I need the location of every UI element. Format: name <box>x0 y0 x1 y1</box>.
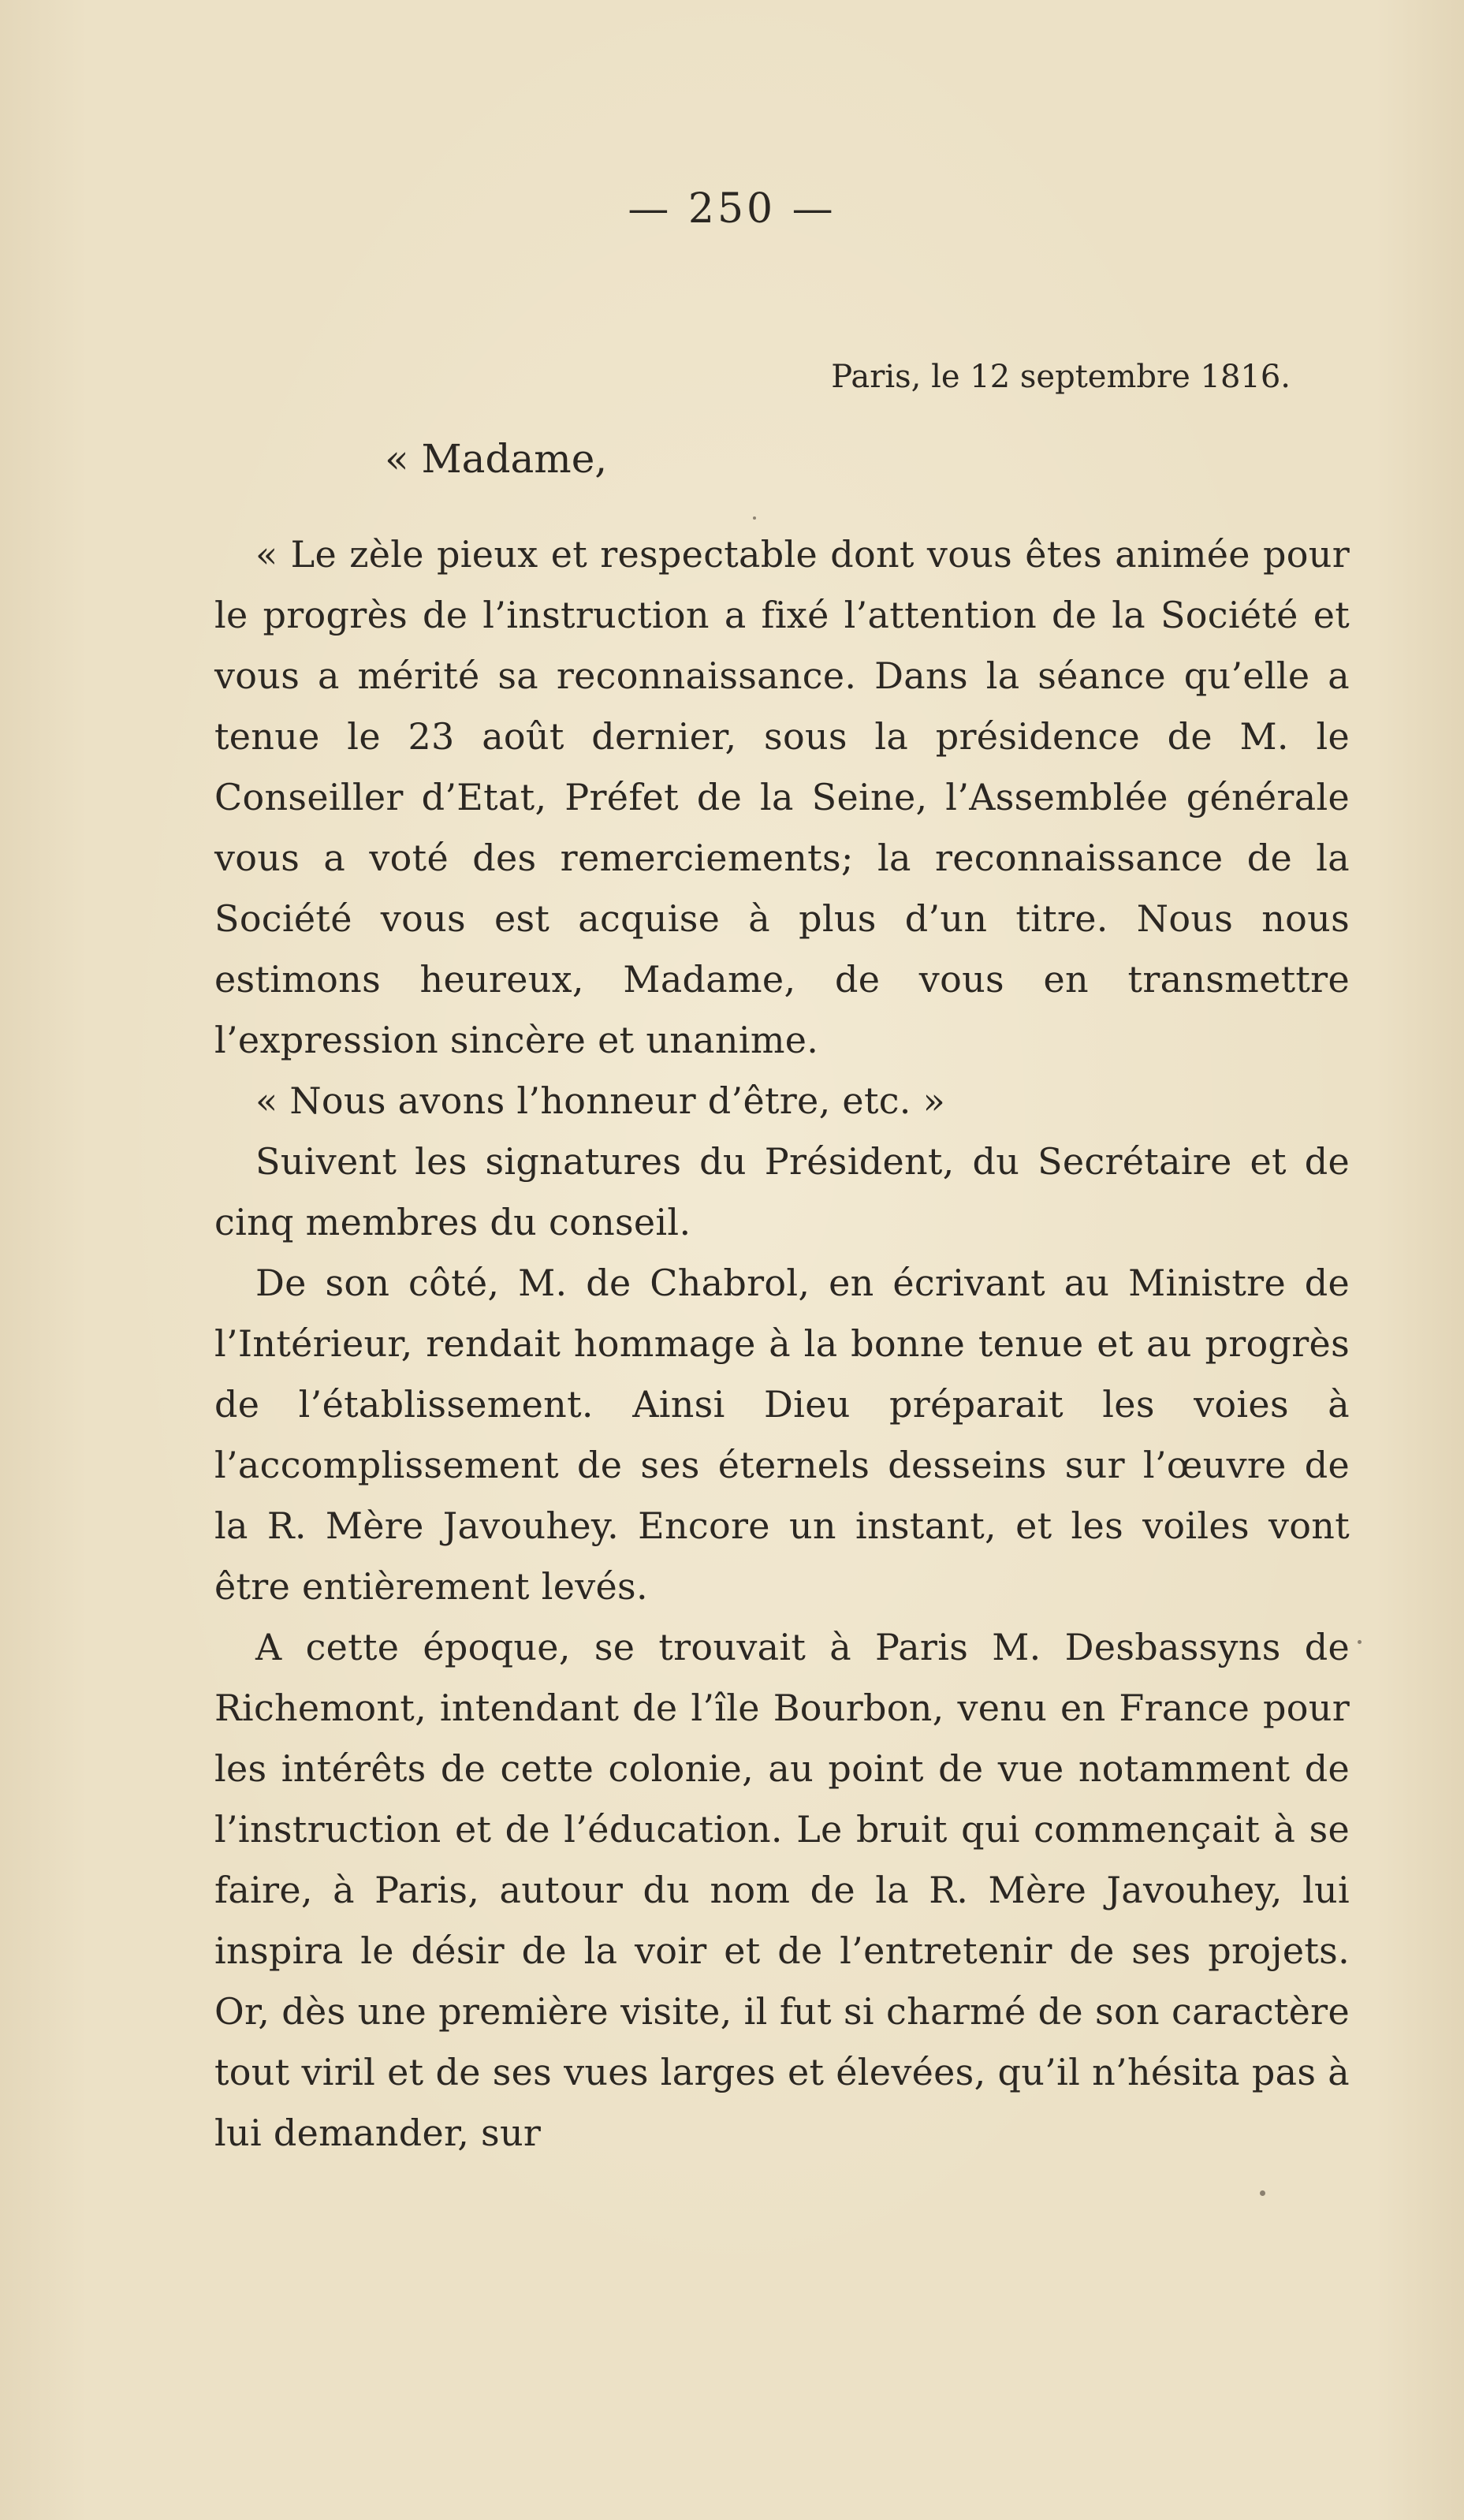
paragraph-chabrol: De son côté, M. de Chabrol, en écrivant au Ministre de l’Intérieur, rendait hommage à la bonne tenue et au progrès de l’établissement. Ainsi Dieu préparait les voies à l’accomplissement de ses éternels desseins sur l’œuvre de la R. Mère Javouhey. Encore un instant, et les voiles vont être entièrement levés. <box>214 1262 1350 1608</box>
letter-dateline: Paris, le 12 septembre 1816. <box>831 359 1291 395</box>
paragraph-desbassyns: A cette époque, se trouvait à Paris M. Desbassyns de Richemont, intendant de l’île Bourbon, venu en France pour les intérêts de cette colonie, au point de vue notamment de l’instruction et de l’éducation. Le bruit qui commençait à se faire, à Paris, autour du nom de la R. Mère Javouhey, lui inspira le désir de la voir et de l’entretenir de ses projets. Or, dès une première visite, il fut si charmé de son caractère tout viril et de ses vues larges et élevées, qu’il n’hésita pas à lui demander, sur <box>214 1626 1350 2154</box>
paragraph-signatures: Suivent les signatures du Président, du Secrétaire et de cinq membres du conseil. <box>214 1140 1350 1243</box>
paragraph-letter-closing: « Nous avons l’honneur d’être, etc. » <box>255 1079 946 1122</box>
body-text <box>214 524 1350 2164</box>
paper-speck <box>1260 2190 1265 2196</box>
paper-speck <box>1358 1640 1362 1644</box>
paper-speck <box>753 516 756 520</box>
letter-salutation: « Madame, <box>385 436 608 482</box>
page-number: — 250 — <box>628 185 836 233</box>
paragraph-letter-body: « Le zèle pieux et respectable dont vous êtes animée pour le progrès de l’instruction a fixé l’attention de la Société et vous a mérité sa reconnaissance. Dans la séance qu’elle a tenue le 23 août dernier, sous la présidence de M. le Conseiller d’Etat, Préfet de la Seine, l’Assemblée générale vous a voté des remerciements; la reconnaissance de la Société vous est acquise à plus d’un titre. Nous nous estimons heureux, Madame, de vous en transmettre l’expression sincère et unanime. <box>214 533 1350 1061</box>
